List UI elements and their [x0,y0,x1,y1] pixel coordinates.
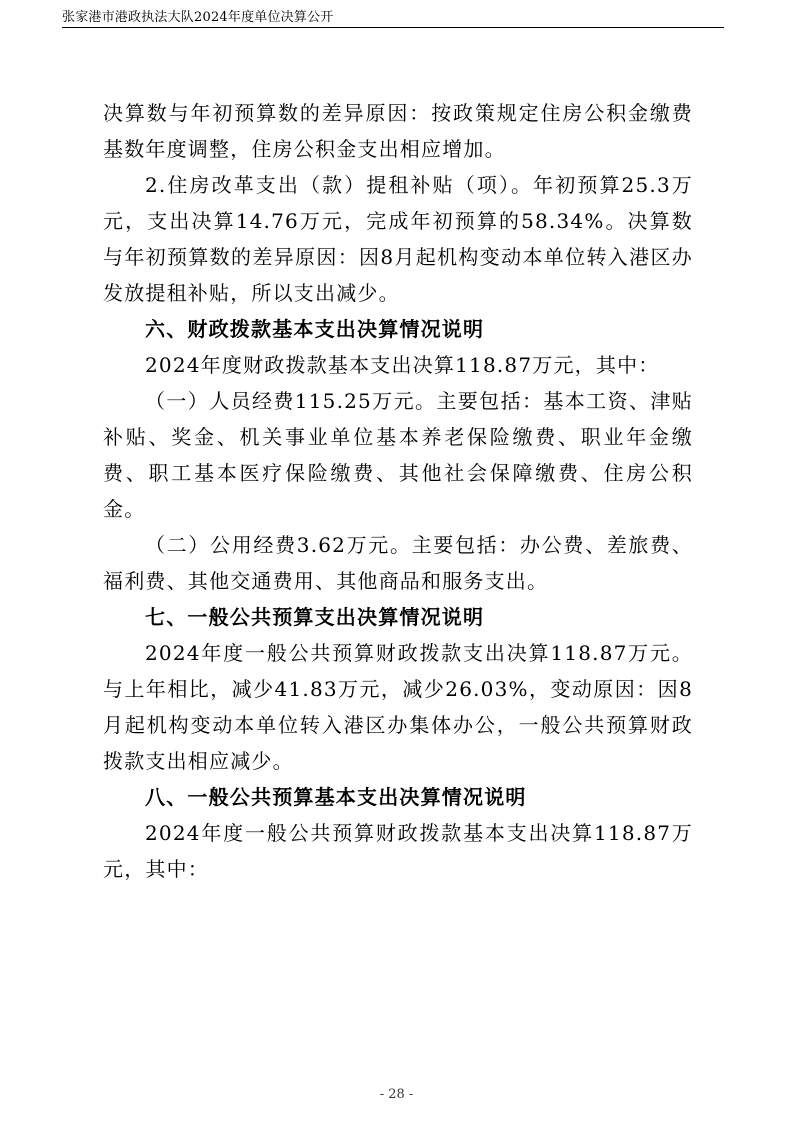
section-heading-8: 八、一般公共预算基本支出决算情况说明 [145,785,527,809]
document-body [103,95,693,887]
page-header: 张家港市港政执法大队2024年度单位决算公开 [62,10,334,25]
paragraph-personnel-expense: （一）人员经费115.25万元。主要包括：基本工资、津贴补贴、奖金、机关事业单位基本养老保险缴费、职业年金缴费、职工基本医疗保险缴费、其他社会保障缴费、住房公积金。 [103,389,693,521]
paragraph-housing-fund-reason: 决算数与年初预算数的差异原因：按政策规定住房公积金缴费基数年度调整，住房公积金支出相应增加。 [103,101,693,161]
paragraph-public-expense: （二）公用经费3.62万元。主要包括：办公费、差旅费、福利费、其他交通费用、其他商品和服务支出。 [103,533,693,593]
paragraph-basic-expenditure: 2024年度财政拨款基本支出决算118.87万元，其中： [145,353,660,377]
page-number: - 28 - [379,1087,414,1102]
section-heading-6: 六、财政拨款基本支出决算情况说明 [145,317,485,341]
paragraph-general-budget-basic: 2024年度一般公共预算财政拨款基本支出决算118.87万元，其中： [103,821,693,881]
paragraph-rent-subsidy: 2.住房改革支出（款）提租补贴（项）。年初预算25.3万元，支出决算14.76万元，完成年初预算的58.34%。决算数与年初预算数的差异原因：因8月起机构变动本单位转入港区办发放提租补贴，所以支出减少。 [103,173,693,305]
header-divider [62,27,724,28]
section-heading-7: 七、一般公共预算支出决算情况说明 [145,605,485,629]
paragraph-general-budget-expenditure: 2024年度一般公共预算财政拨款支出决算118.87万元。与上年相比，减少41.83万元，减少26.03%，变动原因：因8月起机构变动本单位转入港区办集体办公，一般公共预算财政拨款支出相应减少。 [103,641,693,773]
